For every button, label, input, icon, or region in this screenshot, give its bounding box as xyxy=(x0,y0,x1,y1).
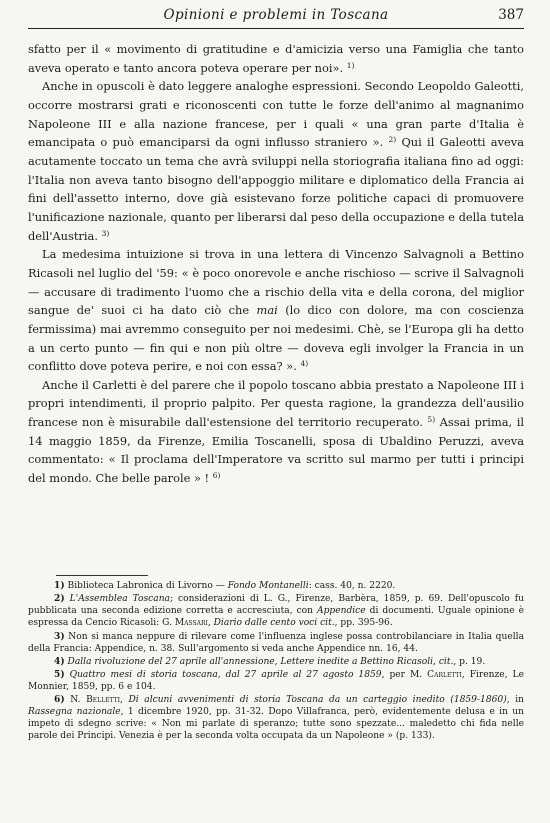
italic-text: Fondo Montanelli xyxy=(227,581,309,591)
text-run: sfatto per il « movimento di gratitudine e d'amicizia verso una Famiglia che tanto aveva operato e tanto ancora poteva operare per noi». xyxy=(28,42,524,75)
note-reference: 1) xyxy=(346,60,355,70)
italic-text: Dalla rivoluzione del 27 aprile all'annessione, Lettere inedite a Bettino Ricasoli, cit. xyxy=(67,656,454,667)
text-run: Assai prima, il 14 maggio 1859, da Firenze, Emilia Toscanelli, sposa di Ubaldino Peruzzi, aveva commentato: « Il proclama dell'Imperatore va scritto sul marmo per tutti i principi del mondo. Che belle parole » ! xyxy=(28,415,524,486)
text-run: Anche in opuscoli è dato leggere analoghe espressioni. Secondo Leopoldo Galeotti, occorre mostrarsi grati e riconoscenti con tutte le forze dell'animo al magnanimo Napoleone III e alla nazione francese, per i quali « una gran parte d'Italia è emancipata o può emanciparsi da ogni influsso straniero ». xyxy=(28,79,524,150)
note-reference: 4) xyxy=(300,359,309,369)
footnote-separator xyxy=(56,575,148,576)
footnotes xyxy=(28,580,524,744)
text-run: di documenti. Uguale opinione è espressa da Cencio Ricasoli: G. xyxy=(28,606,524,629)
paragraph xyxy=(28,245,524,376)
italic-text: Appendice xyxy=(317,606,366,617)
footnote-number: 1) xyxy=(54,580,65,591)
running-head xyxy=(28,6,524,29)
text-run: La medesima intuizione si trova in una lettera di Vincenzo Salvagnoli a Bettino Ricasoli nel luglio del '59: « è poco onorevole e anche rischioso — scrive il Salvagnoli — accusare di tradimento l'uomo che a rischio della vita e della corona, del miglior sangue de' suoi ci ha dato ciò che xyxy=(28,247,524,318)
text-run: N. xyxy=(64,695,87,706)
text-run: (lo dico con dolore, ma con coscienza fermissima) mai avremmo conseguito per noi medesimi. Chè, se l'Europa gli ha detto a un certo punto — fin qui e non più oltre — doveva egli involger la Francia in un conflitto dove poteva perire, e noi con essa? ». xyxy=(28,303,524,374)
footnote-number: 6) xyxy=(54,694,65,706)
author-name: Carletti xyxy=(427,670,462,681)
author-name: Belletti xyxy=(86,695,120,706)
footnote-number: 4) xyxy=(54,655,65,667)
footnote-number: 3) xyxy=(54,630,65,642)
italic-text: L'Assemblea Toscana xyxy=(69,594,170,605)
footnote xyxy=(28,631,524,655)
author-name: Massari xyxy=(174,618,208,629)
note-reference: 3) xyxy=(101,228,110,238)
running-title: Opinioni e problemi in Toscana xyxy=(163,7,389,23)
text-run: Non si manca neppure di rilevare come l'influenza inglese possa controbilanciare in Italia quella della Francia: Appendice, n. 38. Sull'argomento si veda anche Appendice nn. 16, 44. xyxy=(28,631,524,654)
paragraph xyxy=(28,376,524,488)
footnote xyxy=(28,593,524,629)
text-run: , p. 19. xyxy=(453,656,486,667)
footnote-number: 5) xyxy=(54,669,65,681)
text-run: : cass. 40, n. 2220. xyxy=(308,581,396,591)
text-run: , 1 dicembre 1920, pp. 31-32. Dopo Villafranca, però, evidentemente delusa e in un impeto di sdegno scrive: « Non mi parlate di speranzo; tutte sono spezzate... maledetto chi fida nelle parole dei Principi. Venezia è per la seconda volta occupata da un Napoleone » (p. 133). xyxy=(28,707,524,742)
text-run: , xyxy=(207,618,214,629)
italic-text: Quattro mesi di storia toscana, dal 27 aprile al 27 agosto 1859 xyxy=(69,670,382,681)
body-text xyxy=(28,40,524,488)
text-run: Qui il Galeotti aveva acutamente toccato un tema che avrà sviluppi nella storiografia italiana fino ad oggi: l'Italia non aveva tanto bisogno dell'appoggio militare e diplomatico della Francia ai fini dell'assetto interno, dove già esistevano forze politiche capaci di promuovere l'unificazione nazionale, quanto per liberarsi dal peso della occupazione e della tutela dell'Austria. xyxy=(28,135,524,243)
paragraph xyxy=(28,40,524,77)
text-run: Biblioteca Labronica di Livorno — xyxy=(64,581,228,591)
text-run: Anche il Carletti è del parere che il popolo toscano abbia prestato a Napoleone III i propri intendimenti, il proprio palpito. Per questa ragione, la grandezza dell'ausilio francese non è misurabile dall'estensione del territorio recuperato. xyxy=(28,377,524,430)
note-reference: 6) xyxy=(212,471,221,481)
text-run: , pp. 395-96. xyxy=(334,618,393,629)
footnote xyxy=(28,694,524,742)
page-number: 387 xyxy=(498,7,524,23)
note-reference: 2) xyxy=(388,135,397,145)
italic-text: Diario dalle cento voci cit. xyxy=(213,618,335,629)
note-reference: 5) xyxy=(427,415,436,425)
text-run: , per M. xyxy=(381,670,428,681)
text-run: , Firenze, Le Monnier, 1859, pp. 6 e 104. xyxy=(28,670,524,693)
text-run: , xyxy=(120,695,129,706)
text-run: ; considerazioni di L. G., Firenze, Barbèra, 1859, p. 69. Dell'opuscolo fu pubblicata una seconda edizione corretta e accresciuta, con xyxy=(28,594,524,617)
italic-text: mai xyxy=(256,303,278,318)
footnote-number: 2) xyxy=(54,593,65,605)
footnote xyxy=(28,669,524,693)
footnote xyxy=(28,656,524,668)
text-run: , in xyxy=(506,695,524,706)
footnote xyxy=(28,580,524,592)
italic-text: Rassegna nazionale xyxy=(28,707,121,718)
paragraph xyxy=(28,77,524,245)
italic-text: Di alcuni avvenimenti di storia Toscana da un carteggio inedito (1859-1860) xyxy=(128,695,507,706)
